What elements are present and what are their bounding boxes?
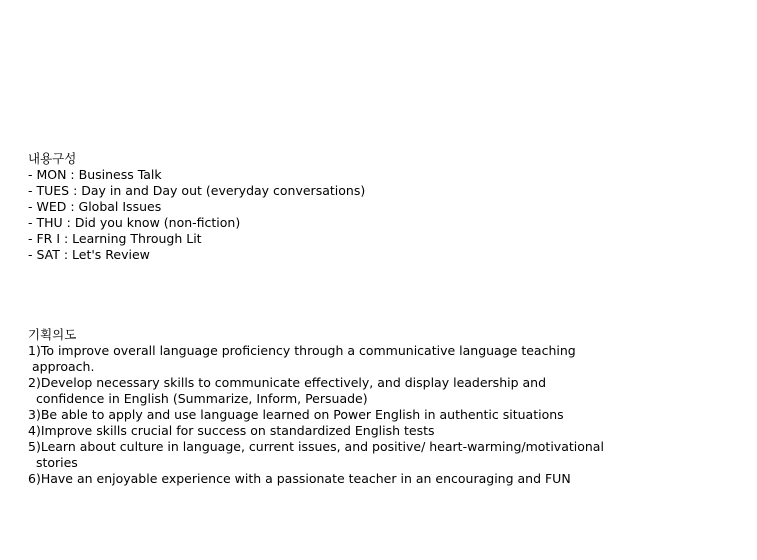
purpose-line: 1)To improve overall language proficiency through a communicative language teaching	[28, 343, 576, 358]
schedule-item-tues: - TUES : Day in and Day out (everyday conversations)	[28, 183, 366, 198]
purpose-line: approach.	[28, 359, 95, 374]
schedule-item-fri: - FR I : Learning Through Lit	[28, 231, 202, 246]
purpose-line: 6)Have an enjoyable experience with a passionate teacher in an encouraging and FUN	[28, 471, 571, 486]
purpose-line: 4)Improve skills crucial for success on standardized English tests	[28, 423, 435, 438]
schedule-item-sat: - SAT : Let's Review	[28, 247, 150, 262]
purpose-line: 5)Learn about culture in language, current issues, and positive/ heart-warming/motivational	[28, 439, 604, 454]
purpose-line: confidence in English (Summarize, Inform, Persuade)	[28, 391, 368, 406]
section-spacer	[28, 263, 748, 295]
purpose-line: stories	[28, 455, 78, 470]
document-body	[28, 151, 748, 487]
purpose-line: 2)Develop necessary skills to communicate effectively, and display leadership and	[28, 375, 547, 390]
schedule-item-mon: - MON : Business Talk	[28, 167, 162, 182]
section-spacer	[28, 295, 748, 327]
purpose-heading: 기획의도	[28, 327, 77, 342]
purpose-section	[28, 327, 748, 487]
schedule-item-thu: - THU : Did you know (non-fiction)	[28, 215, 241, 230]
schedule-item-wed: - WED : Global Issues	[28, 199, 162, 214]
purpose-line: 3)Be able to apply and use language learned on Power English in authentic situations	[28, 407, 564, 422]
content-section	[28, 151, 748, 263]
content-heading: 내용구성	[28, 151, 77, 166]
